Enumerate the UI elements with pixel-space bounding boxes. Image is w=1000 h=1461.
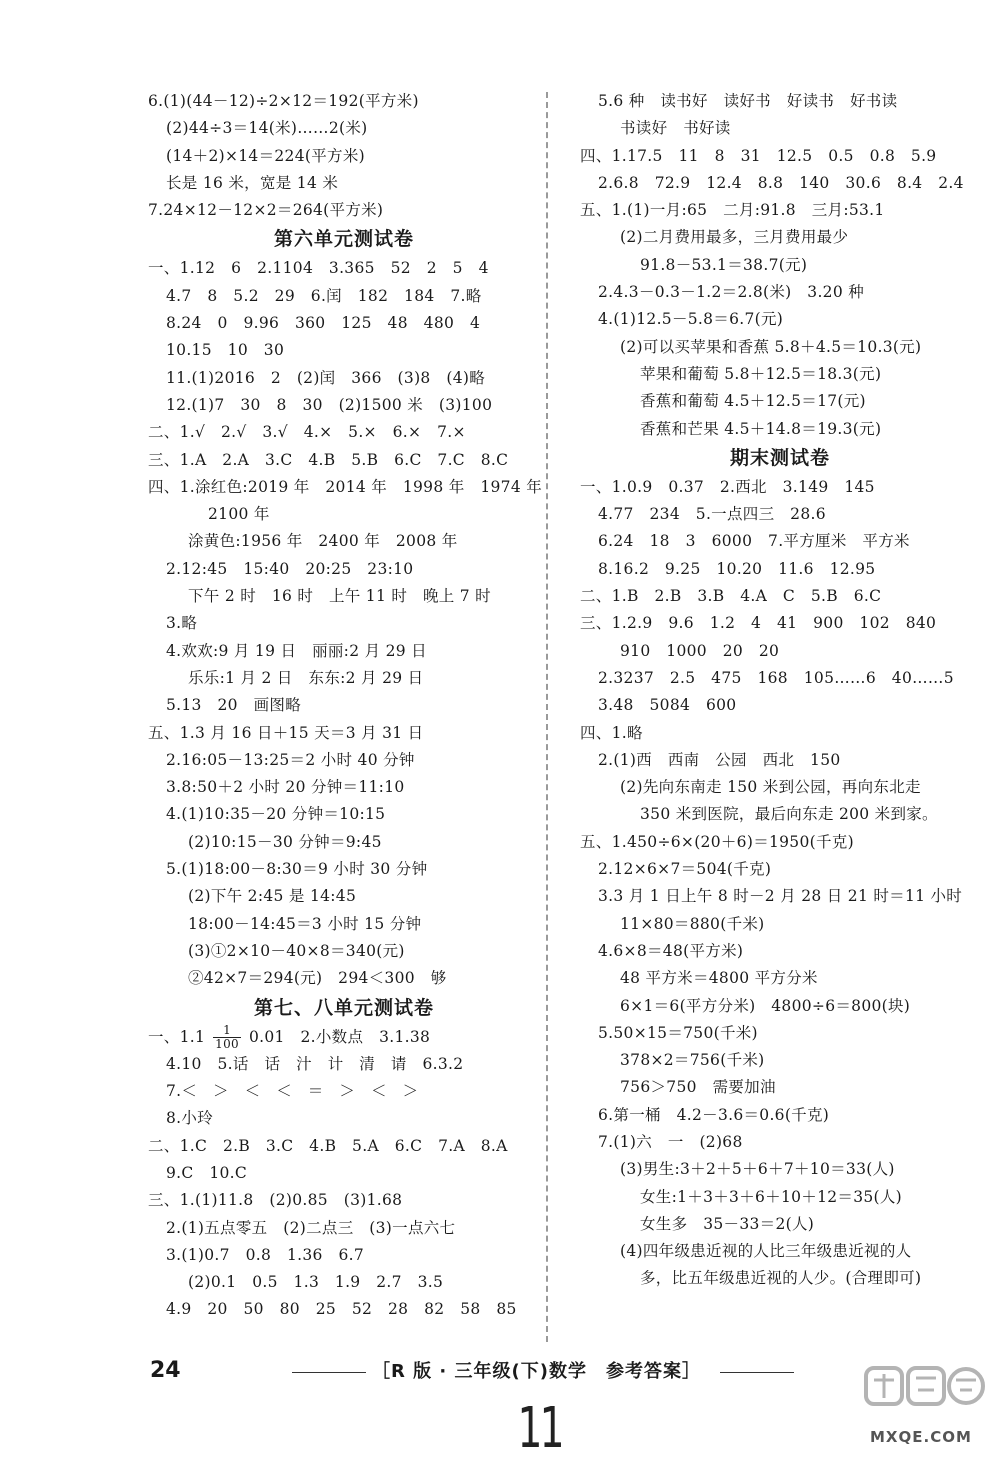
answer-line: 4.欢欢:9 月 19 日 丽丽:2 月 29 日 — [166, 641, 427, 660]
answer-line: 8.24 0 9.96 360 125 48 480 4 — [166, 314, 481, 333]
answer-line: 5.(1)18:00－8:30＝9 小时 30 分钟 — [166, 860, 428, 879]
answer-line: 五、1.3 月 16 日＋15 天＝3 月 31 日 — [148, 723, 424, 742]
answer-line: 四、1.17.5 11 8 31 12.5 0.5 0.8 5.9 — [580, 146, 937, 165]
answer-line: 2.(1)五点零五 (2)二点三 (3)一点六七 — [166, 1218, 456, 1237]
answer-line: 3.略 — [166, 614, 198, 633]
answer-line: 香蕉和葡萄 4.5＋12.5＝17(元) — [640, 392, 866, 411]
answer-line: 6.第一桶 4.2－3.6＝0.6(千克) — [598, 1105, 830, 1124]
answer-line: 三、1.2.9 9.6 1.2 4 41 900 102 840 — [580, 614, 937, 633]
fraction-numerator: 1 — [213, 1024, 241, 1038]
watermark-text: MXQE.COM — [870, 1428, 972, 1446]
answer-line: 苹果和葡萄 5.8＋12.5＝18.3(元) — [640, 364, 882, 383]
answer-line: (2)0.1 0.5 1.3 1.9 2.7 3.5 — [188, 1273, 444, 1292]
answer-line: 四、1.涂红色:2019 年 2014 年 1998 年 1974 年 — [148, 477, 543, 496]
answer-line: (2)44÷3＝14(米)……2(米) — [166, 119, 368, 138]
answer-line: 9.C 10.C — [166, 1163, 248, 1182]
answer-line: 2100 年 — [208, 505, 270, 524]
answer-line: 12.(1)7 30 8 30 (2)1500 米 (3)100 — [166, 395, 493, 414]
answer-line: 3.48 5084 600 — [598, 696, 737, 715]
section-heading: 第六单元测试卷 — [273, 228, 414, 251]
answer-text: 一、1.1 — [148, 1027, 206, 1046]
footer-rule-right — [720, 1372, 794, 1373]
answer-line: 18:00－14:45＝3 小时 15 分钟 — [188, 914, 422, 933]
footer-title: ［R 版 · 三年级(下)数学 参考答案］ — [372, 1361, 701, 1382]
section-heading: 期末测试卷 — [729, 446, 830, 469]
handwritten-mark: 11 — [517, 1396, 562, 1461]
answer-line: 4.7 8 5.2 29 6.闰 182 184 7.略 — [166, 286, 482, 305]
answer-line: 3.3 月 1 日上午 8 时－2 月 28 日 21 时＝11 小时 — [598, 887, 963, 906]
answer-line: 一、1.0.9 0.37 2.西北 3.149 145 — [580, 477, 875, 496]
answer-line — [148, 1024, 540, 1051]
answer-line: 一、1.12 6 2.1104 3.365 52 2 5 4 — [148, 259, 489, 278]
answer-line: 4.77 234 5.一点四三 28.6 — [598, 505, 826, 524]
answer-line: 756＞750 需要加油 — [620, 1078, 776, 1097]
answer-line: 四、1.略 — [580, 723, 643, 742]
column-divider — [546, 92, 548, 1342]
answer-line: 3.(1)0.7 0.8 1.36 6.7 — [166, 1245, 365, 1264]
answer-line: 5.50×15＝750(千米) — [598, 1023, 758, 1042]
answer-line: 7.24×12－12×2＝264(平方米) — [148, 201, 384, 220]
answer-line: 910 1000 20 20 — [620, 641, 780, 660]
page-footer — [0, 1352, 1000, 1402]
answer-line: 二、1.C 2.B 3.C 4.B 5.A 6.C 7.A 8.A — [148, 1136, 508, 1155]
answer-line: 五、1.(1)一月:65 二月:91.8 三月:53.1 — [580, 201, 885, 220]
answer-line: 长是 16 米，宽是 14 米 — [166, 173, 339, 192]
fraction — [213, 1024, 241, 1051]
section-heading: 第七、八单元测试卷 — [253, 996, 434, 1019]
answer-line: 下午 2 时 16 时 上午 11 时 晚上 7 时 — [188, 587, 491, 606]
answer-line: 4.10 5.话 话 汁 计 清 请 6.3.2 — [166, 1054, 464, 1073]
answer-line: 涂黄色:1956 年 2400 年 2008 年 — [188, 532, 458, 551]
answer-line: 8.16.2 9.25 10.20 11.6 12.95 — [598, 559, 876, 578]
left-column — [148, 88, 543, 1324]
footer-rule-left — [292, 1372, 366, 1373]
answer-line: ②42×7＝294(元) 294＜300 够 — [188, 969, 447, 988]
answer-line: 11×80＝880(千米) — [620, 914, 765, 933]
answer-line: 二、1.B 2.B 3.B 4.A C 5.B 6.C — [580, 587, 882, 606]
answer-line: 2.16:05－13:25＝2 小时 40 分钟 — [166, 750, 415, 769]
answer-line: (2)先向东南走 150 米到公园，再向东北走 — [620, 778, 921, 797]
answer-line: (14＋2)×14＝224(平方米) — [166, 146, 365, 165]
answer-line: 4.9 20 50 80 25 52 28 82 58 85 — [166, 1300, 517, 1319]
answer-line: 乐乐:1 月 2 日 东东:2 月 29 日 — [188, 668, 424, 687]
answer-line: 二、1.√ 2.√ 3.√ 4.× 5.× 6.× 7.× — [148, 423, 466, 442]
answer-line: (2)下午 2:45 是 14:45 — [188, 887, 357, 906]
answer-line: (2)10:15－30 分钟＝9:45 — [188, 832, 382, 851]
answer-line: (2)可以买苹果和香蕉 5.8＋4.5＝10.3(元) — [620, 337, 922, 356]
answer-line: 4.(1)12.5－5.8＝6.7(元) — [598, 310, 784, 329]
answer-line: 2.6.8 72.9 12.4 8.8 140 30.6 8.4 2.4 — [598, 173, 964, 192]
answer-line: 4.6×8＝48(平方米) — [598, 941, 744, 960]
answer-line: 4.(1)10:35－20 分钟＝10:15 — [166, 805, 386, 824]
answer-line: 2.12:45 15:40 20:25 23:10 — [166, 559, 414, 578]
answer-line: 2.4.3－0.3－1.2＝2.8(米) 3.20 种 — [598, 283, 865, 302]
answer-line: 378×2＝756(千米) — [620, 1051, 765, 1070]
answer-line: (3)男生:3＋2＋5＋6＋7＋10＝33(人) — [620, 1160, 895, 1179]
answer-line: 多，比五年级患近视的人少。(合理即可) — [640, 1269, 922, 1288]
fraction-denominator: 100 — [215, 1037, 239, 1051]
answer-line: 10.15 10 30 — [166, 341, 285, 360]
answer-line: 女生多 35－33＝2(人) — [640, 1214, 815, 1233]
answer-line: (3)①2×10－40×8＝340(元) — [188, 941, 405, 960]
answer-line: 5.13 20 画图略 — [166, 696, 302, 715]
right-column — [580, 88, 980, 1293]
answer-line: (4)四年级患近视的人比三年级患近视的人 — [620, 1242, 912, 1261]
page-number: 24 — [150, 1358, 181, 1383]
answer-line: 女生:1＋3＋3＋6＋10＋12＝35(人) — [640, 1187, 903, 1206]
answer-line: 8.小玲 — [166, 1109, 213, 1128]
answer-line: 书读好 书好读 — [620, 119, 731, 138]
answer-line: 五、1.450÷6×(20＋6)＝1950(千克) — [580, 832, 854, 851]
answer-line: 11.(1)2016 2 (2)闰 366 (3)8 (4)略 — [166, 368, 486, 387]
answer-line: 5.6 种 读书好 读好书 好读书 好书读 — [598, 92, 898, 110]
answer-line: 2.3237 2.5 475 168 105……6 40……5 — [598, 668, 954, 687]
answer-line: 48 平方米＝4800 平方分米 — [620, 969, 818, 988]
answer-line: 3.8:50＋2 小时 20 分钟＝11:10 — [166, 778, 405, 797]
answer-line: 2.(1)西 西南 公园 西北 150 — [598, 750, 841, 769]
answer-line: 6.24 18 3 6000 7.平方厘米 平方米 — [598, 532, 910, 551]
answer-line: 7.(1)六 一 (2)68 — [598, 1132, 743, 1151]
answer-line: 三、1.(1)11.8 (2)0.85 (3)1.68 — [148, 1191, 403, 1210]
answer-line: 91.8－53.1＝38.7(元) — [640, 255, 808, 274]
answer-line: 香蕉和芒果 4.5＋14.8＝19.3(元) — [640, 419, 882, 438]
answer-line: 7.＜ ＞ ＜ ＜ ＝ ＞ ＜ ＞ — [166, 1082, 419, 1101]
answer-line: 350 米到医院，最后向东走 200 米到家。 — [640, 805, 938, 824]
answer-line: 6.(1)(44－12)÷2×12＝192(平方米) — [148, 92, 419, 110]
answer-text: 0.01 2.小数点 3.1.38 — [248, 1027, 431, 1046]
answer-line: 三、1.A 2.A 3.C 4.B 5.B 6.C 7.C 8.C — [148, 450, 509, 469]
answer-line: (2)二月费用最多，三月费用最少 — [620, 228, 849, 247]
answer-line: 6×1＝6(平方分米) 4800÷6＝800(块) — [620, 996, 911, 1015]
answer-line: 2.12×6×7＝504(千克) — [598, 860, 772, 879]
